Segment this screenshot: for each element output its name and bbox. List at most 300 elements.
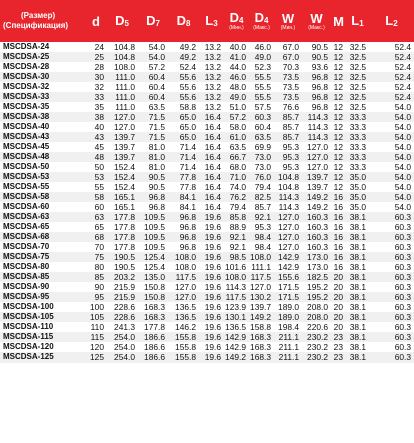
value-cell: 13.2 <box>204 52 221 63</box>
size-label: (Размер) <box>21 11 56 20</box>
value-cell: 228.6 <box>114 302 135 313</box>
value-cell: 190.5 <box>114 262 135 273</box>
value-cell: 230.2 <box>307 332 328 343</box>
value-cell: 60.3 <box>394 332 411 343</box>
value-cell: 127.0 <box>175 292 196 303</box>
value-cell: 12 <box>333 142 343 153</box>
value-cell: 35.0 <box>349 202 366 213</box>
spec-name-cell: MSCDSA-80 <box>3 262 50 272</box>
value-cell: 77.8 <box>179 182 196 193</box>
value-cell: 98.5 <box>229 252 246 263</box>
value-cell: 12 <box>333 122 343 133</box>
value-cell: 73.5 <box>282 92 299 103</box>
value-cell: 60.3 <box>394 312 411 323</box>
value-cell: 55.6 <box>179 72 196 83</box>
value-cell: 32.5 <box>349 92 366 103</box>
value-cell: 54.0 <box>394 182 411 193</box>
value-cell: 32.5 <box>349 102 366 113</box>
value-cell: 60.3 <box>394 322 411 333</box>
spec-header <box>0 0 86 42</box>
value-cell: 114.3 <box>307 132 328 143</box>
value-cell: 125.4 <box>144 252 165 263</box>
value-cell: 71.5 <box>148 112 165 123</box>
value-cell: 58 <box>94 192 104 203</box>
spec-name-cell: MSCDSA-75 <box>3 252 50 262</box>
value-cell: 136.5 <box>175 302 196 313</box>
value-cell: 16 <box>333 262 343 273</box>
value-cell: 63 <box>94 212 104 223</box>
spec-name-cell: MSCDSA-48 <box>3 152 50 162</box>
value-cell: 57.2 <box>148 62 165 73</box>
value-cell: 60.3 <box>394 302 411 313</box>
column-header <box>346 0 369 42</box>
value-cell: 90.5 <box>311 52 328 63</box>
column-header <box>138 0 168 42</box>
value-cell: 16 <box>333 192 343 203</box>
value-cell: 16 <box>333 242 343 253</box>
value-cell: 155.8 <box>175 342 196 353</box>
value-cell: 104.8 <box>278 182 299 193</box>
spec-name-cell: MSCDSA-33 <box>3 92 50 102</box>
value-cell: 35.0 <box>349 182 366 193</box>
value-cell: 19.6 <box>204 322 221 333</box>
table-row <box>0 332 414 342</box>
value-cell: 54.0 <box>394 152 411 163</box>
value-cell: 13.2 <box>204 92 221 103</box>
column-header-note: (Макс.) <box>253 25 270 31</box>
value-cell: 177.8 <box>114 222 135 233</box>
value-cell: 85.7 <box>282 112 299 123</box>
value-cell: 19.6 <box>204 222 221 233</box>
value-cell: 60.3 <box>394 242 411 253</box>
column-header-symbol: D <box>254 10 264 25</box>
value-cell: 73.5 <box>282 72 299 83</box>
value-cell: 60.3 <box>254 112 271 123</box>
value-cell: 82.5 <box>254 192 271 203</box>
column-header-symbol: D <box>176 13 186 28</box>
spec-name-cell: MSCDSA-28 <box>3 62 50 72</box>
value-cell: 19.6 <box>204 332 221 343</box>
column-header <box>224 0 249 42</box>
value-cell: 19.6 <box>204 272 221 283</box>
value-cell: 108.0 <box>114 62 135 73</box>
value-cell: 48.0 <box>229 82 246 93</box>
value-cell: 139.7 <box>307 182 328 193</box>
value-cell: 85 <box>94 272 104 283</box>
value-cell: 152.4 <box>114 172 135 183</box>
value-cell: 33.3 <box>349 142 366 153</box>
column-header-note: (Мин.) <box>229 25 244 31</box>
value-cell: 54.0 <box>394 112 411 123</box>
value-cell: 16.4 <box>204 122 221 133</box>
value-cell: 79.4 <box>254 182 271 193</box>
value-cell: 65.0 <box>179 122 196 133</box>
value-cell: 73.0 <box>254 162 271 173</box>
value-cell: 146.2 <box>175 322 196 333</box>
value-cell: 101.6 <box>225 262 246 273</box>
value-cell: 44.0 <box>229 62 246 73</box>
value-cell: 127.0 <box>307 142 328 153</box>
value-cell: 177.8 <box>114 232 135 243</box>
value-cell: 160.3 <box>307 232 328 243</box>
value-cell: 228.6 <box>114 312 135 323</box>
value-cell: 55.5 <box>254 92 271 103</box>
column-header-symbol: L <box>205 13 214 28</box>
column-header-symbol: d <box>92 13 100 29</box>
value-cell: 19.6 <box>204 312 221 323</box>
column-header <box>199 0 224 42</box>
value-cell: 139.7 <box>114 132 135 143</box>
value-cell: 173.0 <box>307 252 328 263</box>
value-cell: 71.5 <box>148 132 165 143</box>
value-cell: 60.3 <box>394 232 411 243</box>
spec-name-cell: MSCDSA-95 <box>3 292 50 302</box>
spec-name-cell: MSCDSA-50 <box>3 162 50 172</box>
value-cell: 13.2 <box>204 102 221 113</box>
table-row <box>0 92 414 102</box>
value-cell: 12 <box>333 72 343 83</box>
value-cell: 125 <box>90 352 104 363</box>
value-cell: 12 <box>333 172 343 183</box>
value-cell: 23 <box>333 332 343 343</box>
value-cell: 40.0 <box>229 42 246 52</box>
value-cell: 88.9 <box>229 222 246 233</box>
value-cell: 12 <box>333 132 343 143</box>
value-cell: 24 <box>94 42 104 52</box>
value-cell: 55.5 <box>254 72 271 83</box>
column-header <box>369 0 414 42</box>
value-cell: 12 <box>333 162 343 173</box>
value-cell: 60.3 <box>394 212 411 223</box>
value-cell: 152.4 <box>114 182 135 193</box>
value-cell: 38.1 <box>349 322 366 333</box>
value-cell: 76.2 <box>229 192 246 203</box>
table-row <box>0 62 414 72</box>
table-row <box>0 182 414 192</box>
value-cell: 111.0 <box>115 82 135 93</box>
value-cell: 127.0 <box>278 222 299 233</box>
spec-name-cell: MSCDSA-85 <box>3 272 50 282</box>
value-cell: 208.0 <box>307 312 328 323</box>
value-cell: 142.9 <box>225 332 246 343</box>
value-cell: 85.7 <box>282 132 299 143</box>
table-body <box>0 42 414 363</box>
spec-name-cell: MSCDSA-120 <box>3 342 54 352</box>
value-cell: 30 <box>94 72 104 83</box>
spec-name-cell: MSCDSA-32 <box>3 82 50 92</box>
value-cell: 35 <box>94 102 104 113</box>
table-row <box>0 282 414 292</box>
value-cell: 177.8 <box>144 322 165 333</box>
value-cell: 60.3 <box>394 262 411 273</box>
spec-name-cell: MSCDSA-55 <box>3 182 50 192</box>
value-cell: 108.0 <box>225 272 246 283</box>
spec-name-cell: MSCDSA-24 <box>3 42 50 51</box>
column-header-subscript: 4 <box>263 16 269 25</box>
value-cell: 150.8 <box>144 292 165 303</box>
value-cell: 114.3 <box>307 122 328 133</box>
value-cell: 19.6 <box>204 262 221 273</box>
value-cell: 60.4 <box>148 82 165 93</box>
value-cell: 20 <box>333 282 343 293</box>
value-cell: 16.4 <box>204 132 221 143</box>
spec-name-cell: MSCDSA-58 <box>3 192 50 202</box>
value-cell: 115 <box>90 332 104 343</box>
value-cell: 135.0 <box>144 272 165 283</box>
value-cell: 104.8 <box>114 42 135 52</box>
value-cell: 92.1 <box>229 232 246 243</box>
value-cell: 38.1 <box>349 212 366 223</box>
column-header-note: (Макс.) <box>308 24 325 31</box>
value-cell: 71.4 <box>179 142 196 153</box>
value-cell: 84.1 <box>179 192 196 203</box>
value-cell: 12 <box>333 102 343 113</box>
value-cell: 46.0 <box>229 72 246 83</box>
value-cell: 109.5 <box>144 222 165 233</box>
value-cell: 177.8 <box>114 242 135 253</box>
value-cell: 16 <box>333 202 343 213</box>
table-row <box>0 192 414 202</box>
value-cell: 139.7 <box>307 172 328 183</box>
value-cell: 149.2 <box>225 352 246 363</box>
value-cell: 52.4 <box>394 52 411 63</box>
value-cell: 96.8 <box>179 222 196 233</box>
value-cell: 139.7 <box>250 302 271 313</box>
value-cell: 74.0 <box>229 182 246 193</box>
value-cell: 68.0 <box>229 162 246 173</box>
value-cell: 85.7 <box>254 202 271 213</box>
value-cell: 136.5 <box>175 312 196 323</box>
value-cell: 40 <box>94 122 104 133</box>
value-cell: 127.0 <box>307 152 328 163</box>
value-cell: 60 <box>94 202 104 213</box>
value-cell: 12 <box>333 182 343 193</box>
value-cell: 38.1 <box>349 262 366 273</box>
value-cell: 28 <box>94 62 104 73</box>
value-cell: 52.4 <box>394 82 411 93</box>
value-cell: 168.3 <box>250 332 271 343</box>
value-cell: 12 <box>333 62 343 73</box>
value-cell: 13.2 <box>204 62 221 73</box>
value-cell: 19.6 <box>204 292 221 303</box>
table-row <box>0 122 414 132</box>
value-cell: 49.0 <box>254 52 271 63</box>
spec-name-cell: MSCDSA-110 <box>3 322 54 332</box>
value-cell: 19.6 <box>204 242 221 253</box>
value-cell: 12 <box>333 52 343 63</box>
value-cell: 160.3 <box>307 212 328 223</box>
column-header <box>249 0 274 42</box>
value-cell: 49.2 <box>179 52 196 63</box>
value-cell: 63.5 <box>229 142 246 153</box>
value-cell: 19.6 <box>204 282 221 293</box>
value-cell: 52.3 <box>254 62 271 73</box>
value-cell: 50 <box>94 162 104 173</box>
value-cell: 55.6 <box>179 92 196 103</box>
value-cell: 95.3 <box>282 142 299 153</box>
column-header-symbol: M <box>333 13 344 29</box>
value-cell: 60.3 <box>394 282 411 293</box>
value-cell: 127.0 <box>278 212 299 223</box>
spec-name-cell: MSCDSA-115 <box>3 332 54 342</box>
value-cell: 33.3 <box>349 152 366 163</box>
value-cell: 61.0 <box>229 132 246 143</box>
value-cell: 142.9 <box>225 342 246 353</box>
value-cell: 165.1 <box>114 202 135 213</box>
spec-name-cell: MSCDSA-60 <box>3 202 50 212</box>
value-cell: 109.5 <box>144 232 165 243</box>
value-cell: 208.0 <box>307 302 328 313</box>
value-cell: 110 <box>90 322 104 333</box>
value-cell: 96.8 <box>311 82 328 93</box>
spec-name-cell: MSCDSA-65 <box>3 222 50 232</box>
value-cell: 186.6 <box>144 342 165 353</box>
value-cell: 111.0 <box>115 102 135 113</box>
spec-name-cell: MSCDSA-53 <box>3 172 50 182</box>
value-cell: 70.3 <box>282 62 299 73</box>
table-row <box>0 42 414 52</box>
column-header-symbol: D <box>115 13 125 28</box>
table-row <box>0 172 414 182</box>
value-cell: 54.0 <box>394 202 411 213</box>
spec-name-cell: MSCDSA-100 <box>3 302 54 312</box>
value-cell: 254.0 <box>114 352 135 363</box>
value-cell: 54.0 <box>394 162 411 173</box>
value-cell: 211.1 <box>278 342 299 353</box>
value-cell: 38.1 <box>349 252 366 263</box>
value-cell: 16 <box>333 222 343 233</box>
value-cell: 13.2 <box>204 72 221 83</box>
value-cell: 54.0 <box>394 142 411 153</box>
value-cell: 20 <box>333 322 343 333</box>
table-header <box>0 0 414 42</box>
value-cell: 70 <box>94 242 104 253</box>
value-cell: 95.3 <box>282 162 299 173</box>
value-cell: 114.3 <box>307 112 328 123</box>
table-row <box>0 102 414 112</box>
value-cell: 60.3 <box>394 352 411 363</box>
value-cell: 215.9 <box>114 292 135 303</box>
value-cell: 69.9 <box>254 142 271 153</box>
value-cell: 32.5 <box>349 82 366 93</box>
spec-name-cell: MSCDSA-40 <box>3 122 50 132</box>
value-cell: 79.4 <box>229 202 246 213</box>
value-cell: 68 <box>94 232 104 243</box>
value-cell: 120 <box>90 342 104 353</box>
value-cell: 32 <box>94 82 104 93</box>
spec-name-cell: MSCDSA-25 <box>3 52 50 62</box>
value-cell: 81.0 <box>148 162 165 173</box>
column-header-subscript: 4 <box>238 16 244 25</box>
value-cell: 35.0 <box>349 172 366 183</box>
value-cell: 54.0 <box>394 102 411 113</box>
value-cell: 73.5 <box>282 82 299 93</box>
value-cell: 55.6 <box>179 82 196 93</box>
value-cell: 155.8 <box>175 332 196 343</box>
value-cell: 109.5 <box>144 242 165 253</box>
value-cell: 58.8 <box>179 102 196 113</box>
value-cell: 58.0 <box>229 122 246 133</box>
value-cell: 190.5 <box>114 252 135 263</box>
value-cell: 168.3 <box>250 352 271 363</box>
value-cell: 211.1 <box>278 352 299 363</box>
value-cell: 16.4 <box>204 202 221 213</box>
value-cell: 60.3 <box>394 222 411 233</box>
value-cell: 127.0 <box>114 112 135 123</box>
value-cell: 19.6 <box>204 232 221 243</box>
value-cell: 60.4 <box>254 122 271 133</box>
value-cell: 57.5 <box>254 102 271 113</box>
value-cell: 150.8 <box>144 282 165 293</box>
column-header <box>302 0 331 42</box>
value-cell: 19.6 <box>204 212 221 223</box>
value-cell: 114.3 <box>278 192 299 203</box>
spec-name-cell: MSCDSA-68 <box>3 232 50 242</box>
value-cell: 186.6 <box>144 332 165 343</box>
value-cell: 76.0 <box>254 172 271 183</box>
value-cell: 189.0 <box>278 312 299 323</box>
value-cell: 230.2 <box>307 342 328 353</box>
value-cell: 92.1 <box>229 242 246 253</box>
value-cell: 168.3 <box>144 312 165 323</box>
value-cell: 38.1 <box>349 302 366 313</box>
value-cell: 155.8 <box>175 352 196 363</box>
value-cell: 32.5 <box>349 42 366 52</box>
column-header <box>274 0 302 42</box>
value-cell: 182.5 <box>307 272 328 283</box>
value-cell: 111.1 <box>251 262 271 273</box>
value-cell: 104.8 <box>278 172 299 183</box>
value-cell: 38.1 <box>349 342 366 353</box>
value-cell: 160.3 <box>307 222 328 233</box>
value-cell: 130.1 <box>225 312 246 323</box>
table-row <box>0 242 414 252</box>
value-cell: 33.3 <box>349 162 366 173</box>
column-header-subscript: 1 <box>359 19 364 28</box>
value-cell: 46.0 <box>254 42 271 52</box>
value-cell: 100 <box>90 302 104 313</box>
spec-name-cell: MSCDSA-105 <box>3 312 54 322</box>
value-cell: 67.0 <box>282 42 299 52</box>
value-cell: 38.1 <box>349 282 366 293</box>
value-cell: 142.9 <box>278 252 299 263</box>
value-cell: 189.0 <box>278 302 299 313</box>
value-cell: 96.8 <box>179 212 196 223</box>
value-cell: 20 <box>333 272 343 283</box>
value-cell: 104.8 <box>114 52 135 63</box>
value-cell: 32.5 <box>349 52 366 63</box>
value-cell: 98.4 <box>254 242 271 253</box>
value-cell: 96.8 <box>311 92 328 103</box>
value-cell: 127.0 <box>307 162 328 173</box>
value-cell: 33.3 <box>349 112 366 123</box>
column-header-subscript: 8 <box>185 19 191 28</box>
value-cell: 71.4 <box>179 162 196 173</box>
value-cell: 84.1 <box>179 202 196 213</box>
value-cell: 171.5 <box>278 292 299 303</box>
value-cell: 130.2 <box>250 292 271 303</box>
column-header-symbol: D <box>146 13 156 28</box>
value-cell: 38 <box>94 112 104 123</box>
value-cell: 33.3 <box>349 122 366 133</box>
value-cell: 32.5 <box>349 62 366 73</box>
value-cell: 177.8 <box>114 212 135 223</box>
value-cell: 127.0 <box>278 232 299 243</box>
value-cell: 81.0 <box>148 142 165 153</box>
value-cell: 54.0 <box>394 122 411 133</box>
value-cell: 241.3 <box>114 322 135 333</box>
value-cell: 254.0 <box>114 332 135 343</box>
